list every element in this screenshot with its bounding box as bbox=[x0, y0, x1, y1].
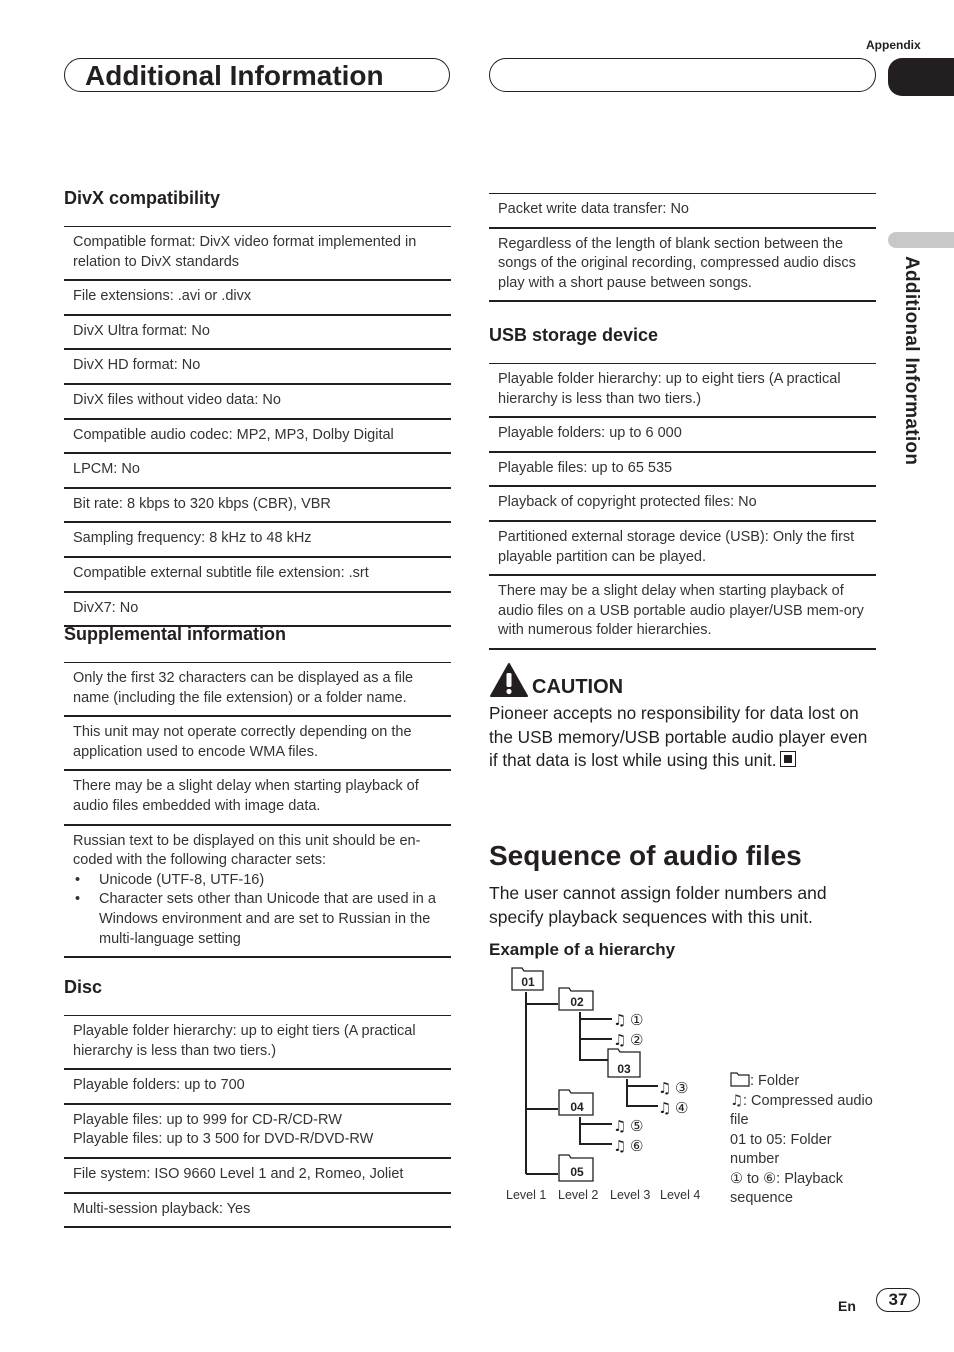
language-code: En bbox=[838, 1298, 856, 1314]
music-note-icon: ♫ bbox=[613, 1117, 627, 1135]
file-number: ⑥ bbox=[630, 1137, 644, 1155]
section-title-box bbox=[64, 58, 450, 92]
russian-intro: Russian text to be displayed on this unit should be en-coded with the following character sets: bbox=[73, 832, 421, 869]
folder-icon bbox=[730, 1072, 750, 1087]
table-row bbox=[64, 453, 451, 488]
table-cell: Playable files: up to 65 535 bbox=[489, 452, 876, 487]
folder-label: 03 bbox=[617, 1062, 631, 1076]
table-row bbox=[64, 1158, 451, 1193]
level-label: Level 2 bbox=[558, 1188, 599, 1202]
table-cell: Packet write data transfer: No bbox=[489, 194, 876, 228]
legend-seq-start: ① bbox=[730, 1170, 743, 1187]
level-label: Level 1 bbox=[506, 1188, 547, 1202]
legend-file-text: : Compressed audio file bbox=[730, 1092, 873, 1128]
disc-heading: Disc bbox=[64, 977, 103, 997]
music-note-icon: ♫ bbox=[658, 1079, 672, 1097]
table-row bbox=[489, 228, 876, 302]
disc-files-cd: Playable files: up to 999 for CD-R/CD-RW bbox=[73, 1111, 342, 1128]
hierarchy-diagram bbox=[500, 962, 730, 1210]
table-row bbox=[489, 521, 876, 575]
legend-seq-text: : Playback sequence bbox=[730, 1170, 844, 1206]
table-cell: Playable folder hierarchy: up to eight tiers (A practical hierarchy is less than two tiers.) bbox=[489, 364, 876, 418]
music-note-icon: ♫ bbox=[730, 1092, 743, 1109]
diagram-legend bbox=[730, 1072, 880, 1209]
table-cell: Compatible audio codec: MP2, MP3, Dolby Digital bbox=[64, 419, 451, 454]
table-row bbox=[64, 315, 451, 350]
list-item: • Character sets other than Unicode that are used in a Windows environment and are set to Russian in the multi-language setting bbox=[99, 890, 442, 949]
legend-seq-end: ⑥ bbox=[763, 1170, 777, 1187]
sequence-heading: Sequence of audio files bbox=[489, 840, 802, 871]
table-cell: DivX Ultra format: No bbox=[64, 315, 451, 350]
table-cell: Only the first 32 characters can be displayed as a file name (including the file extension) or a folder name. bbox=[64, 663, 451, 717]
table-cell: File system: ISO 9660 Level 1 and 2, Romeo, Joliet bbox=[64, 1158, 451, 1193]
table-row bbox=[64, 663, 451, 717]
folder-label: 05 bbox=[570, 1165, 584, 1179]
music-note-icon: ♫ bbox=[613, 1031, 627, 1049]
table-row bbox=[64, 488, 451, 523]
table-cell: DivX HD format: No bbox=[64, 349, 451, 384]
table-cell: DivX7: No bbox=[64, 592, 451, 627]
table-row bbox=[64, 349, 451, 384]
end-mark-icon bbox=[780, 751, 796, 767]
disc-table bbox=[64, 1015, 451, 1228]
example-heading: Example of a hierarchy bbox=[489, 940, 676, 959]
divx-table bbox=[64, 226, 451, 627]
charset-list bbox=[73, 871, 442, 949]
table-row bbox=[489, 452, 876, 487]
table-cell: Bit rate: 8 kbps to 320 kbps (CBR), VBR bbox=[64, 488, 451, 523]
folder-label: 04 bbox=[570, 1100, 584, 1114]
table-row bbox=[64, 384, 451, 419]
tree-branches-03 bbox=[627, 1079, 658, 1106]
file-number: ① bbox=[630, 1011, 644, 1029]
table-cell: This unit may not operate correctly depending on the application used to encode WMA files. bbox=[64, 716, 451, 770]
chapter-tab bbox=[888, 58, 954, 96]
disc-cont-table bbox=[489, 193, 876, 302]
table-cell: File extensions: .avi or .divx bbox=[64, 280, 451, 315]
warning-icon bbox=[489, 662, 529, 698]
side-section-label: Additional Information bbox=[901, 256, 922, 466]
file-number: ② bbox=[630, 1031, 644, 1049]
file-number: ⑤ bbox=[630, 1117, 644, 1135]
table-row bbox=[489, 417, 876, 452]
divx-heading: DivX compatibility bbox=[64, 188, 221, 208]
folder-label: 01 bbox=[521, 975, 535, 989]
caution-paragraph bbox=[489, 702, 879, 773]
table-row bbox=[489, 194, 876, 228]
table-row bbox=[64, 1016, 451, 1070]
appendix-label: Appendix bbox=[866, 38, 921, 52]
table-cell: Regardless of the length of blank section between the songs of the original recording, compressed audio discs play with a short pause between songs. bbox=[489, 228, 876, 302]
music-note-icon: ♫ bbox=[613, 1011, 627, 1029]
table-cell: DivX files without video data: No bbox=[64, 384, 451, 419]
table-row bbox=[64, 419, 451, 454]
legend-seq-to: to bbox=[743, 1170, 764, 1187]
table-cell: Partitioned external storage device (USB): Only the first playable partition can be played. bbox=[489, 521, 876, 575]
disc-files-dvd: Playable files: up to 3 500 for DVD-R/DVD-RW bbox=[73, 1131, 374, 1148]
table-cell: Playable folders: up to 700 bbox=[64, 1069, 451, 1104]
table-row bbox=[64, 716, 451, 770]
supplemental-heading: Supplemental information bbox=[64, 624, 287, 644]
file-number: ④ bbox=[675, 1099, 689, 1117]
table-cell: Compatible external subtitle file extension: .srt bbox=[64, 557, 451, 592]
supplemental-table bbox=[64, 662, 451, 958]
music-note-icon: ♫ bbox=[613, 1137, 627, 1155]
table-cell: There may be a slight delay when starting playback of audio files embedded with image data. bbox=[64, 770, 451, 824]
folder-icon bbox=[608, 1049, 640, 1077]
caution-text: Pioneer accepts no responsibility for data lost on the USB memory/USB portable audio player even if that data is lost while using this unit. bbox=[489, 703, 868, 770]
list-item: • Unicode (UTF-8, UTF-16) bbox=[99, 871, 442, 891]
table-row bbox=[64, 770, 451, 824]
table-row bbox=[64, 557, 451, 592]
table-cell: Multi-session playback: Yes bbox=[64, 1193, 451, 1228]
table-row bbox=[489, 364, 876, 418]
table-cell: Sampling frequency: 8 kHz to 48 kHz bbox=[64, 522, 451, 557]
table-row bbox=[64, 1193, 451, 1228]
legend-folder-number: 01 to 05: Folder number bbox=[730, 1131, 832, 1167]
table-cell: Compatible format: DivX video format implemented in relation to DivX standards bbox=[64, 227, 451, 281]
table-row bbox=[64, 1069, 451, 1104]
music-note-icon: ♫ bbox=[658, 1099, 672, 1117]
table-cell: There may be a slight delay when starting playback of audio files on a USB portable audio player/USB mem-ory with numerous folder hierarchies. bbox=[489, 575, 876, 649]
table-row bbox=[64, 592, 451, 627]
table-cell: LPCM: No bbox=[64, 453, 451, 488]
usb-table bbox=[489, 363, 876, 650]
legend-folder bbox=[730, 1072, 880, 1092]
table-row bbox=[64, 522, 451, 557]
folder-icon bbox=[559, 1155, 593, 1181]
tree-branches-02 bbox=[580, 1012, 612, 1060]
table-row bbox=[489, 486, 876, 521]
table-row bbox=[489, 575, 876, 649]
table-row bbox=[64, 1104, 451, 1158]
table-cell: Playable folders: up to 6 000 bbox=[489, 417, 876, 452]
side-tab bbox=[888, 232, 954, 248]
legend-file bbox=[730, 1092, 880, 1131]
table-row bbox=[64, 227, 451, 281]
table-row bbox=[64, 825, 451, 958]
folder-icon bbox=[559, 988, 593, 1010]
tree-branches-04 bbox=[580, 1117, 612, 1144]
usb-heading: USB storage device bbox=[489, 325, 659, 345]
level-label: Level 3 bbox=[610, 1188, 651, 1202]
section-title: Additional Information bbox=[85, 60, 384, 91]
page-number: 37 bbox=[876, 1288, 920, 1312]
file-number: ③ bbox=[675, 1079, 689, 1097]
legend-folder-text: : Folder bbox=[750, 1073, 800, 1089]
table-cell: Playable folder hierarchy: up to eight tiers (A practical hierarchy is less than two tiers.) bbox=[64, 1016, 451, 1070]
empty-title-box bbox=[489, 58, 876, 92]
folder-icon bbox=[512, 968, 543, 990]
caution-heading: CAUTION bbox=[532, 676, 624, 698]
level-label: Level 4 bbox=[660, 1188, 701, 1202]
tree-branches-level1 bbox=[526, 1004, 558, 1174]
table-cell: Playback of copyright protected files: No bbox=[489, 486, 876, 521]
folder-label: 02 bbox=[570, 995, 584, 1009]
table-cell bbox=[64, 825, 451, 958]
table-row bbox=[64, 280, 451, 315]
folder-icon bbox=[559, 1090, 593, 1115]
legend-sequence bbox=[730, 1170, 880, 1209]
table-cell bbox=[64, 1104, 451, 1158]
sequence-text: The user cannot assign folder numbers and specify playback sequences with this unit. bbox=[489, 883, 827, 927]
